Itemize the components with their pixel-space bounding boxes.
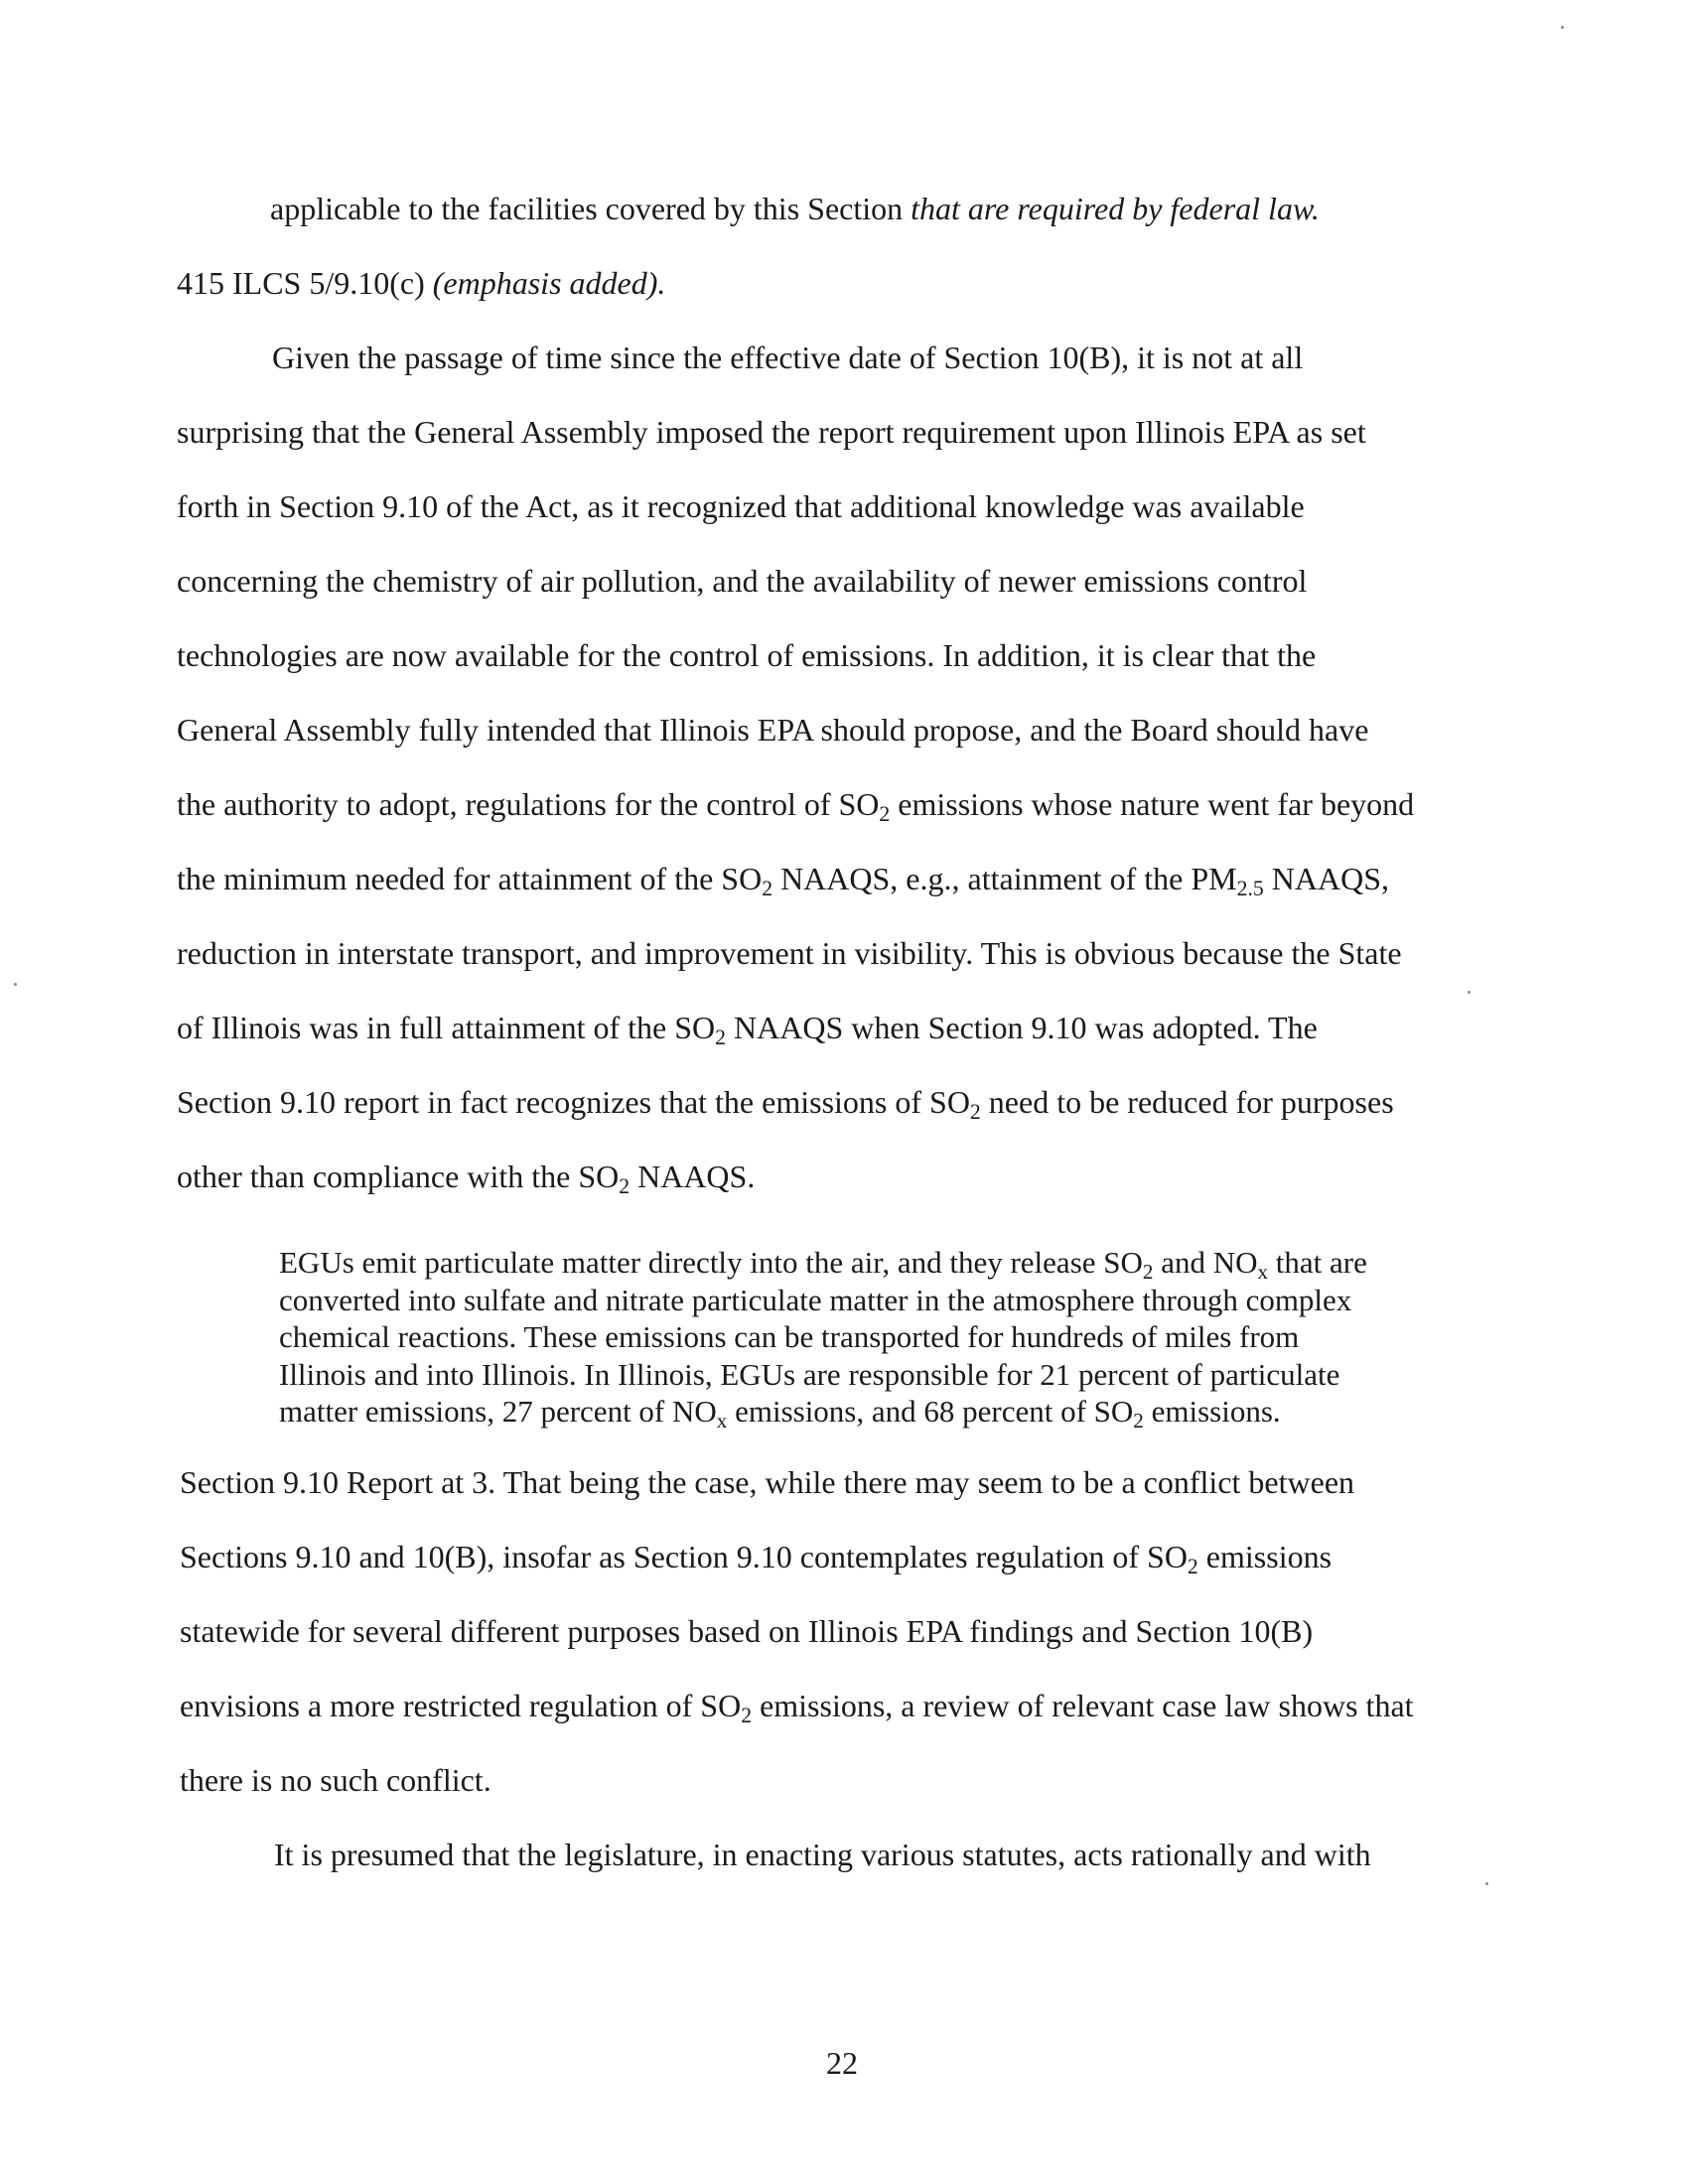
subscript: 2 [1142,1259,1154,1284]
paragraph-line: statewide for several different purposes based on Illinois EPA findings and Section 10(B) [180,1613,1314,1649]
block-quote [279,1244,1451,1431]
paragraph-3-line: It is presumed that the legislature, in enacting various statutes, acts rationally and with [274,1837,1371,1872]
paragraph-line: other than compliance with the $SO_2$ NAAQS. [177,1159,756,1199]
paragraph-line: envisions a more restricted regulation of $SO_2$ emissions, a review of relevant case law shows that [180,1688,1414,1728]
subscript: x [716,1408,728,1433]
subscript: 2 [879,802,891,827]
citation-text: 415 ILCS 5/9.10(c) [177,265,433,301]
intro-emphasis: that are required by federal law. [911,191,1320,226]
scan-speck [1485,1882,1488,1885]
paragraph-line: the authority to adopt, regulations for the control of $SO_2$ emissions whose nature went far beyond [177,786,1415,827]
subscript: 2 [1187,1555,1198,1579]
paragraph-line: Section 9.10 Report at 3. That being the case, while there may seem to be a conflict between [180,1464,1355,1500]
subscript: 2 [741,1704,753,1728]
paragraph-line: concerning the chemistry of air pollution, and the availability of newer emissions control [177,563,1308,599]
paragraph-line: Given the passage of time since the effective date of Section 10(B), it is not at all [272,340,1304,375]
page-number: 22 [826,2045,858,2081]
block-quote-line: Illinois and into Illinois. In Illinois, EGUs are responsible for 21 percent of particulate [279,1356,1340,1392]
subscript: 2.5 [1236,877,1264,901]
intro-text: applicable to the facilities covered by this Section [270,191,912,226]
subscript: 2 [619,1174,631,1199]
paragraph-line: of Illinois was in full attainment of the $SO_2$ NAAQS when Section 9.10 was adopted. The [177,1010,1318,1050]
block-quote-line: matter emissions, 27 percent of $NO_x$ emissions, and 68 percent of $SO_2$ emissions. [279,1394,1281,1433]
subscript: 2 [762,877,773,901]
subscript: x [1257,1259,1269,1284]
paragraph-line: Sections 9.10 and 10(B), insofar as Section 9.10 contemplates regulation of $SO_2$ emissions [180,1539,1333,1579]
scan-speck [14,983,17,986]
subscript: 2 [969,1100,981,1125]
block-quote-line: chemical reactions. These emissions can be transported for hundreds of miles from [279,1319,1300,1354]
paragraph-line: Section 9.10 report in fact recognizes that the emissions of $SO_2$ need to be reduced for purposes [177,1084,1394,1125]
scan-speck [1468,991,1471,994]
citation-line [177,263,665,303]
subscript: 2 [1133,1408,1144,1433]
paragraph-line: the minimum needed for attainment of the $SO_2$ NAAQS, e.g., attainment of the $PM_{2.5}$ NAAQS, [177,861,1389,901]
paragraph-line: reduction in interstate transport, and improvement in visibility. This is obvious because the State [177,935,1402,971]
subscript: 2 [715,1025,727,1050]
citation-emphasis: (emphasis added). [432,265,666,301]
block-quote-line: converted into sulfate and nitrate particulate matter in the atmosphere through complex [279,1282,1352,1317]
block-quote-line: EGUs emit particulate matter directly into the air, and they release $SO_2$ and $NO_x$ that are [279,1245,1367,1284]
intro-line-1 [270,189,1320,228]
paragraph-line: General Assembly fully intended that Illinois EPA should propose, and the Board should have [177,712,1369,748]
paragraph-line: there is no such conflict. [180,1762,491,1798]
scan-speck [1561,26,1564,29]
paragraph-line: forth in Section 9.10 of the Act, as it recognized that additional knowledge was available [177,488,1305,524]
paragraph-line: surprising that the General Assembly imposed the report requirement upon Illinois EPA as set [177,414,1366,450]
paragraph-line: technologies are now available for the control of emissions. In addition, it is clear that the [177,637,1317,673]
